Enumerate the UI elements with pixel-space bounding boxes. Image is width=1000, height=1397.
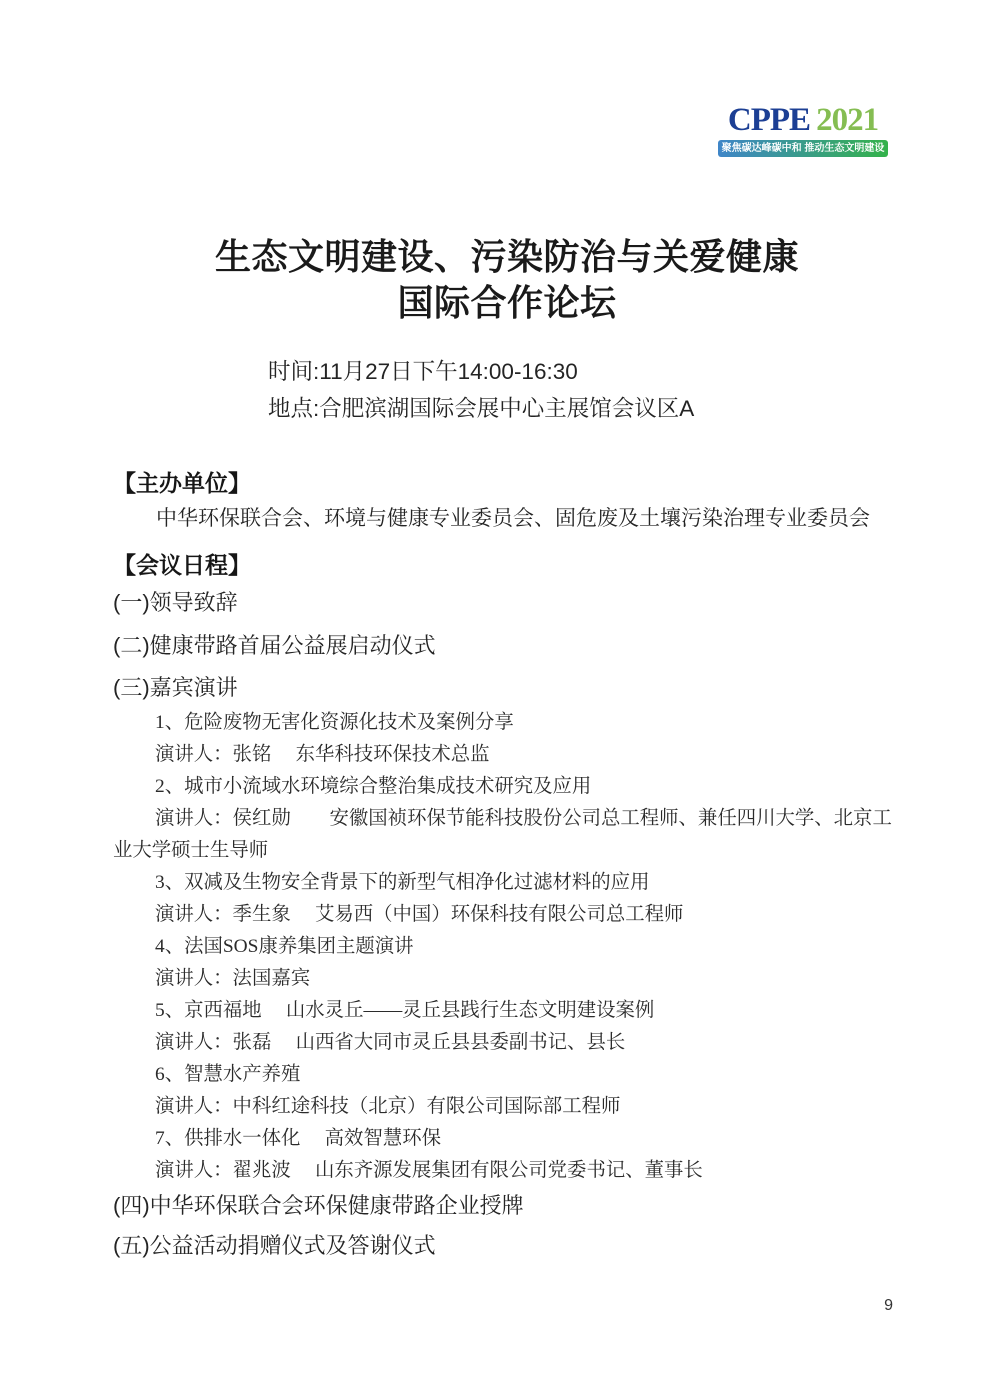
talk-speaker: 演讲人：张磊 山西省大同市灵丘县县委副书记、县长 — [155, 1032, 626, 1053]
talk-title: 1、危险废物无害化资源化技术及案例分享 — [155, 712, 514, 733]
organizer-heading: 【主办单位】 — [113, 470, 251, 496]
talk-title: 2、城市小流域水环境综合整治集成技术研究及应用 — [155, 776, 592, 797]
cppe-year-text: 2021 — [816, 102, 879, 138]
agenda-heading: 【会议日程】 — [113, 552, 251, 578]
page-number: 9 — [884, 1297, 893, 1314]
forum-title-line2: 国际合作论坛 — [397, 282, 617, 323]
talk-speaker: 演讲人：法国嘉宾 — [155, 968, 311, 989]
agenda-item-1: (一)领导致辞 — [113, 590, 238, 615]
cppe-brand-text: CPPE — [727, 102, 811, 138]
talk-speaker: 演讲人：翟兆波 山东齐源发展集团有限公司党委书记、董事长 — [155, 1160, 703, 1181]
event-meta — [268, 353, 901, 427]
forum-title-line1: 生态文明建设、污染防治与关爱健康 — [214, 236, 799, 277]
organizer-name: 中华环保联合会、环境与健康专业委员会、固危废及土壤污染治理专业委员会 — [156, 507, 870, 530]
cppe-tagline-badge: 聚焦碳达峰碳中和 推动生态文明建设 — [718, 140, 888, 157]
event-time: 时间:11月27日下午14:00-16:30 — [268, 359, 578, 384]
talks-list — [113, 707, 901, 1187]
talk-speaker: 演讲人：季生象 艾易西（中国）环保科技有限公司总工程师 — [155, 904, 684, 925]
agenda-item-2: (二)健康带路首届公益展启动仪式 — [113, 633, 436, 658]
event-location: 地点:合肥滨湖国际会展中心主展馆会议区A — [268, 396, 695, 421]
talk-speaker: 演讲人：张铭 东华科技环保技术总监 — [155, 744, 490, 765]
agenda-item-4: (四)中华环保联合会环保健康带路企业授牌 — [113, 1193, 524, 1218]
talk-title: 4、法国SOS康养集团主题演讲 — [155, 936, 414, 957]
talk-speaker: 演讲人：侯红勋 安徽国祯环保节能科技股份公司总工程师、兼任四川大学、北京工业大学硕士生导师 — [113, 808, 892, 861]
forum-title — [113, 0, 901, 326]
agenda-item-5: (五)公益活动捐赠仪式及答谢仪式 — [113, 1233, 436, 1258]
talk-title: 6、智慧水产养殖 — [155, 1064, 301, 1085]
talk-speaker: 演讲人：中科红途科技（北京）有限公司国际部工程师 — [155, 1096, 621, 1117]
talk-title: 5、京西福地 山水灵丘——灵丘县践行生态文明建设案例 — [155, 1000, 655, 1021]
agenda-item-3: (三)嘉宾演讲 — [113, 675, 238, 700]
talk-title: 3、双减及生物安全背景下的新型气相净化过滤材料的应用 — [155, 872, 650, 893]
talk-title: 7、供排水一体化 高效智慧环保 — [155, 1128, 442, 1149]
